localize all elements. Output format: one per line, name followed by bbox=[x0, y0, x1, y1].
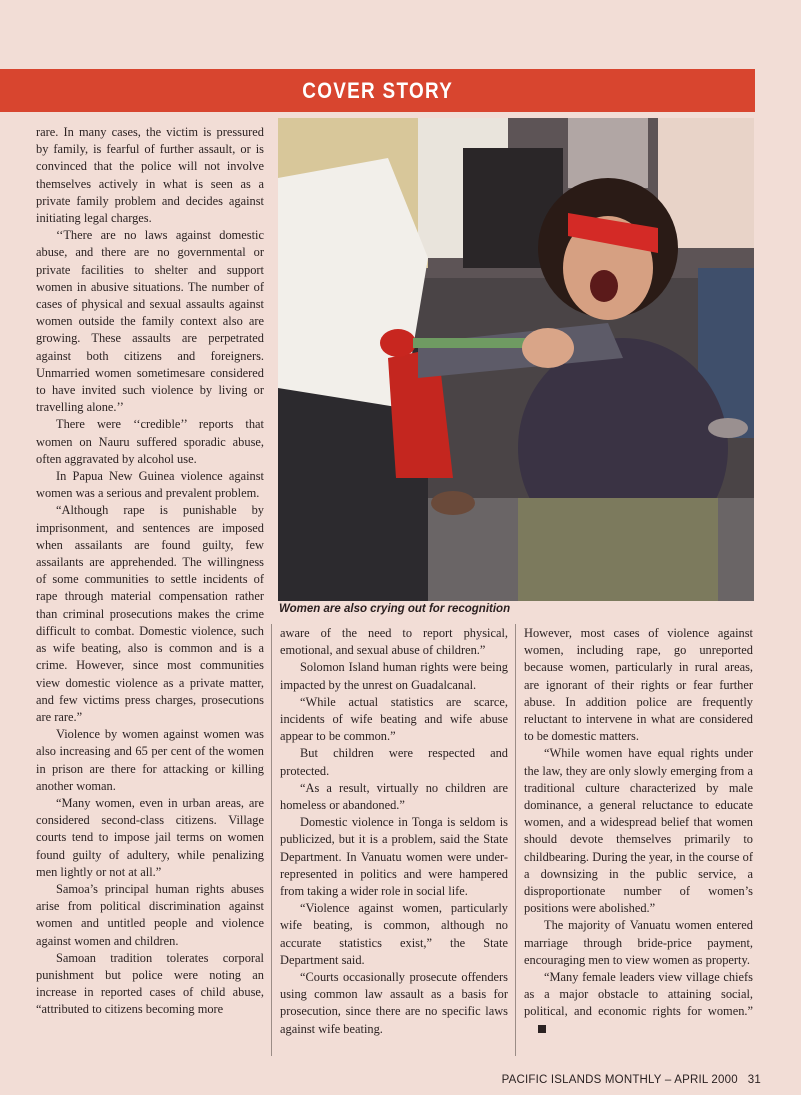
article-column-right bbox=[524, 625, 753, 1057]
photo-caption: Women are also crying out for recognition bbox=[279, 603, 511, 615]
article-paragraph: Samoan tradition tolerates corporal punishment but police were noting an increase in reported cases of child abuse, “attributed to citizens becoming more bbox=[36, 950, 264, 1017]
column-rule-right bbox=[515, 624, 516, 1056]
article-paragraph: There were ‘‘credible’’ reports that women on Nauru suffered sporadic abuse, often aggravated by alcohol use. bbox=[36, 417, 264, 466]
article-paragraph: “Courts occasionally prosecute offenders using common law assault as a basis for prosecution, since there are no specific laws against wife beating. bbox=[280, 970, 508, 1036]
article-column-middle bbox=[280, 625, 508, 1057]
section-title: COVER STORY bbox=[302, 77, 453, 103]
article-paragraph: “Although rape is punishable by imprisonment, and sentences are imposed when assailants are found guilty, few assailants are apprehended. The willingness of some communities to settle incidents of rape through material compensation rather than criminal prosecutions makes the crime difficult to combat. Domestic violence, such as wife beating, also is common and is a crime. However, since most communities view domestic violence as a private matter, and few victims press charges, prosecutions are rare.” bbox=[36, 503, 264, 724]
article-paragraph: rare. In many cases, the victim is pressured by family, is fearful of further assault, or is convinced that the police will not involve themselves actively in what is seen as a private family problem and decides against initiating legal charges. bbox=[36, 125, 264, 226]
article-paragraph: Samoa’s principal human rights abuses arise from political discrimination against women and untitled people and violence against women and children. bbox=[36, 881, 264, 948]
publication-name: PACIFIC ISLANDS MONTHLY – APRIL 2000 bbox=[501, 1074, 738, 1086]
article-paragraph: ‘‘There are no laws against domestic abuse, and there are no governmental or private facilities to shelter and support women in abusive situations. The number of cases of physical and sexual assaults against women outside the family context also are growing. These assaults are perpetrated against both citizens and foreigners. Unmarried women sometimesare considered to have invited such violence by living or travelling alone.’’ bbox=[36, 228, 264, 415]
page-footer bbox=[502, 1074, 761, 1086]
protest-photo-illustration bbox=[278, 118, 754, 601]
article-paragraph: “As a result, virtually no children are homeless or abandoned.” bbox=[280, 780, 508, 813]
end-of-article-mark bbox=[538, 1025, 546, 1033]
article-column-left bbox=[36, 124, 264, 1056]
article-paragraph: “Many female leaders view village chiefs as a major obstacle to attaining social, political, and economic rights for women.” bbox=[524, 969, 753, 1038]
article-paragraph: Solomon Island human rights were being impacted by the unrest on Guadalcanal. bbox=[280, 660, 508, 692]
article-photo bbox=[278, 118, 754, 601]
article-paragraph: In Papua New Guinea violence against women was a serious and prevalent problem. bbox=[36, 469, 264, 501]
article-paragraph: “Many women, even in urban areas, are considered second-class citizens. Village courts tend to impose jail terms on women found guilty of adultery, while penalizing men lightly or not at all.” bbox=[36, 795, 264, 879]
article-paragraph: “Violence against women, particularly wife beating, is common, although no accurate statistics exist,” the State Department said. bbox=[280, 901, 508, 967]
section-banner bbox=[0, 69, 755, 112]
page-number: 31 bbox=[747, 1074, 761, 1086]
article-paragraph: “While women have equal rights under the law, they are only slowly emerging from a traditional culture characterized by male dominance, a general reluctance to educate women, and a widespread belief that women should devote themselves primarily to childbearing. During the year, in the course of a downsizing in the public service, a disproportionate number of women’s positions were abolished.” bbox=[524, 746, 753, 916]
article-paragraph: However, most cases of violence against women, including rape, go unreported because women, particularly in rural areas, are ignorant of their rights or fear further abuse. In addition police are frequently reluctant to intervene in what are considered to be domestic matters. bbox=[524, 626, 753, 744]
article-paragraph: The majority of Vanuatu women entered marriage through bride-price payment, encouraging men to view women as property. bbox=[524, 918, 753, 967]
article-paragraph: aware of the need to report physical, emotional, and sexual abuse of children.” bbox=[280, 626, 508, 658]
article-paragraph: “While actual statistics are scarce, incidents of wife beating and wife abuse appear to be common.” bbox=[280, 694, 508, 744]
article-paragraph: Domestic violence in Tonga is seldom is publicized, but it is a problem, said the State Department. In Vanuatu women were under-represented in politics and were hampered from taking a wider role in social life. bbox=[280, 815, 508, 899]
article-paragraph: But children were respected and protected. bbox=[280, 746, 508, 778]
article-paragraph: Violence by women against women was also increasing and 65 per cent of the women in prison are there for attacking or killing another woman. bbox=[36, 727, 264, 793]
column-rule-left bbox=[271, 624, 272, 1056]
